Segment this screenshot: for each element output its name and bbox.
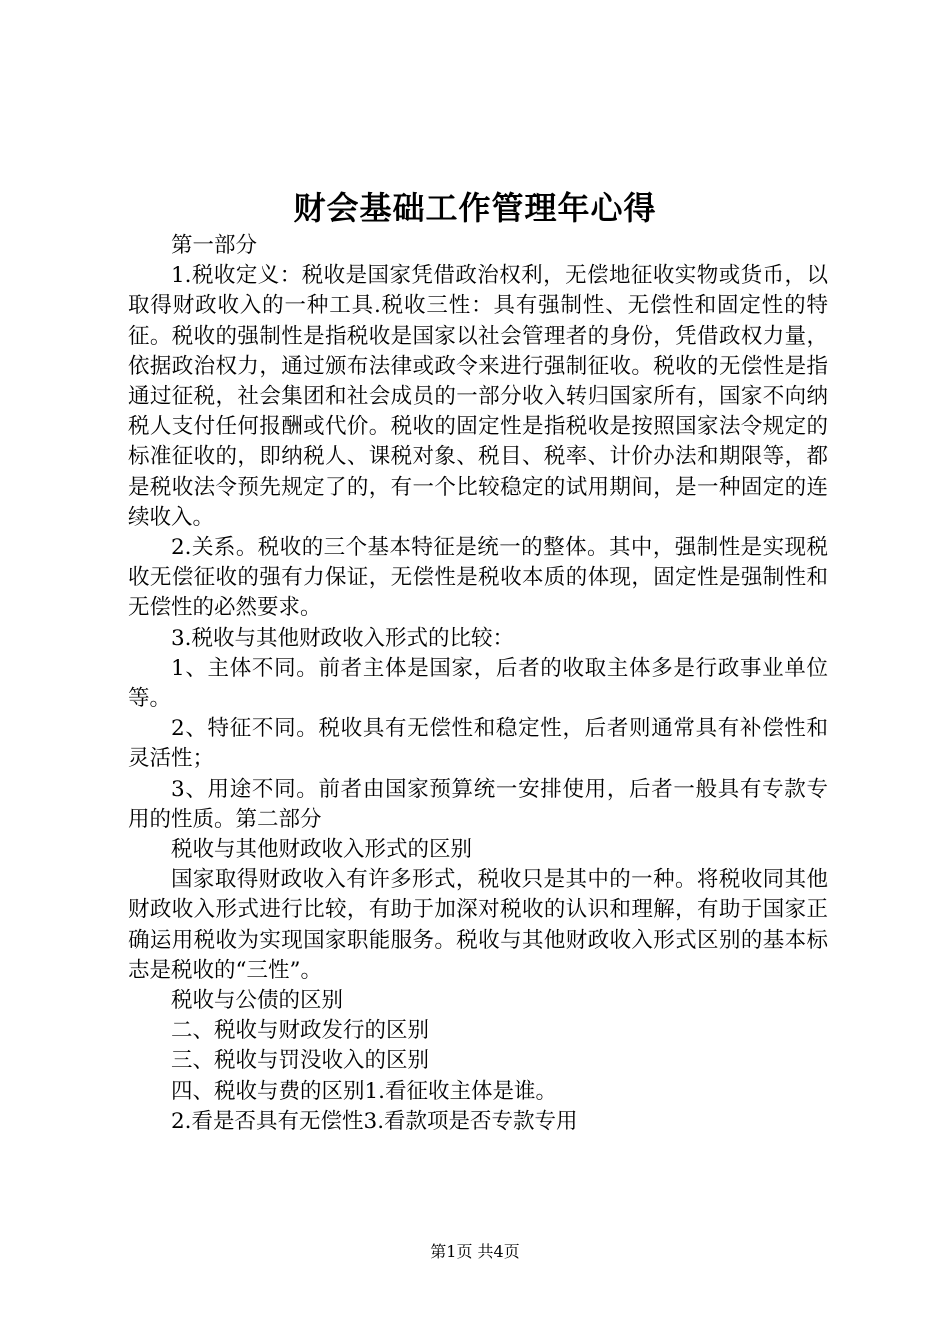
paragraph-tax-vs-bonds: 税收与公债的区别	[171, 988, 344, 1014]
page-number-footer: 第1页 共4页	[430, 1242, 520, 1261]
paragraph-distinction-heading: 税收与其他财政收入形式的区别	[171, 837, 473, 863]
paragraph-relationship: 2.关系。税收的三个基本特征是统一的整体。其中，强制性是实现税收无偿征收的强有力保证，无偿性是税收本质的体现，固定性是强制性和无偿性的必然要求。	[128, 535, 828, 621]
paragraph-tax-vs-confiscation: 三、税收与罚没收入的区别	[171, 1048, 430, 1074]
paragraph-criteria: 2.看是否具有无偿性3.看款项是否专款专用	[171, 1108, 578, 1134]
document-body	[128, 231, 828, 1137]
paragraph-revenue-forms: 国家取得财政收入有许多形式，税收只是其中的一种。将税收同其他财政收入形式进行比较，有助于加深对税收的认识和理解，有助于国家正确运用税收为实现国家职能服务。税收与其他财政收入形式区别的基本标志是税收的“三性”。	[128, 867, 828, 983]
paragraph-comparison-heading: 3.税收与其他财政收入形式的比较：	[171, 625, 515, 651]
paragraph-feature-difference: 2、特征不同。税收具有无偿性和稳定性，后者则通常具有补偿性和灵活性；	[128, 716, 828, 772]
paragraph-tax-vs-fees: 四、税收与费的区别1.看征收主体是谁。	[171, 1078, 558, 1104]
document-title: 财会基础工作管理年心得	[293, 189, 657, 227]
paragraph-subject-difference: 1、主体不同。前者主体是国家，后者的收取主体多是行政事业单位等。	[128, 655, 828, 712]
paragraph-tax-vs-issuance: 二、税收与财政发行的区别	[171, 1018, 430, 1044]
paragraph-part-one-heading: 第一部分	[171, 233, 258, 258]
paragraph-tax-definition: 1.税收定义：税收是国家凭借政治权利，无偿地征收实物或货币，以取得财政收入的一种工具.税收三性：具有强制性、无偿性和固定性的特征。税收的强制性是指税收是国家以社会管理者的身份，凭借政权力量，依据政治权力，通过颁布法律或政令来进行强制征收。税收的无偿性是指通过征税，社会集团和社会成员的一部分收入转归国家所有，国家不向纳税人支付任何报酬或代价。税收的固定性是指税收是按照国家法令规定的标准征收的，即纳税人、课税对象、税目、税率、计价办法和期限等，都是税收法令预先规定了的，有一个比较稳定的试用期间，是一种固定的连续收入。	[128, 263, 828, 530]
paragraph-usage-difference: 3、用途不同。前者由国家预算统一安排使用，后者一般具有专款专用的性质。第二部分	[128, 776, 828, 832]
